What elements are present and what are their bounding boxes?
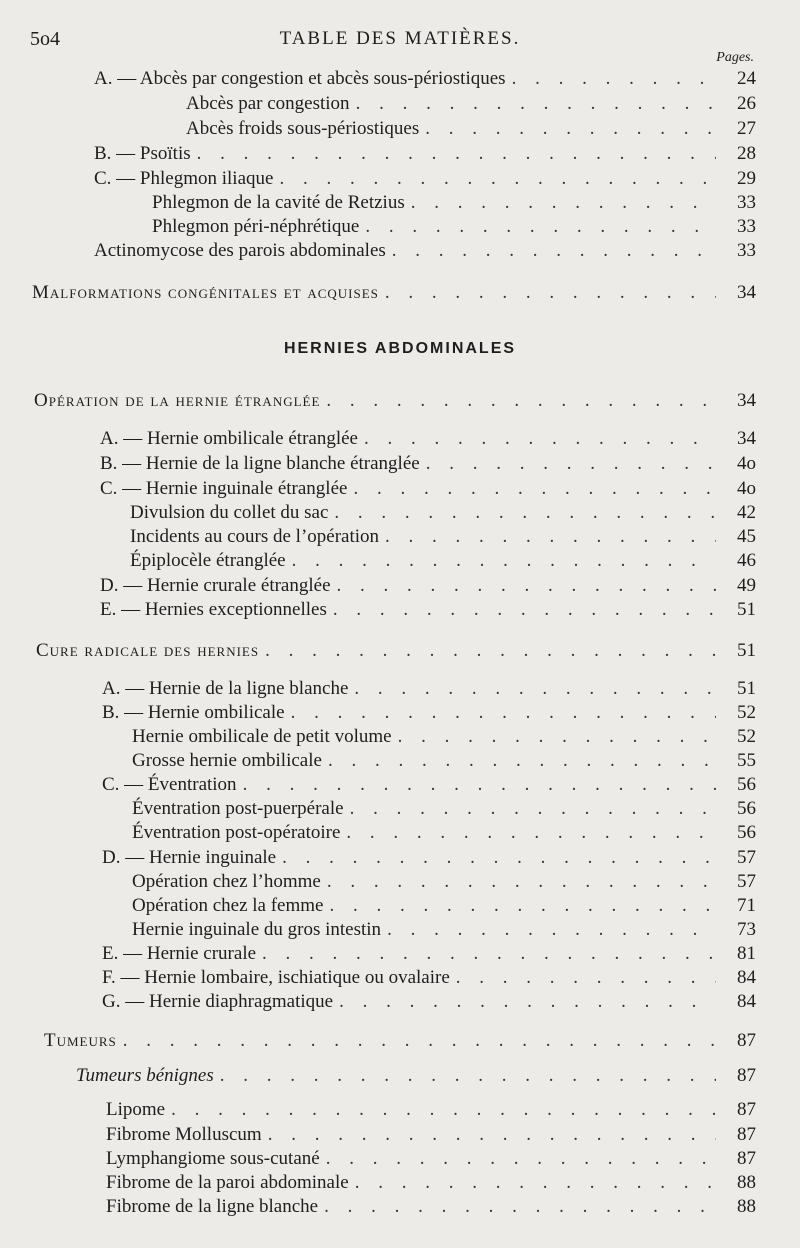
toc-entry: C. — Phlegmon iliaque . . . 29	[94, 166, 756, 192]
toc-entry: Hernie ombilicale de petit volume . . . 52	[132, 724, 756, 750]
toc-entry: D. — Hernie crurale étranglée . . . 49	[100, 573, 756, 599]
toc-entry: Lipome . . . 87	[106, 1097, 756, 1123]
toc-entry: Grosse hernie ombilicale . . . 55	[132, 748, 756, 774]
toc-entry: E. — Hernie crurale . . . 81	[102, 941, 756, 967]
toc-entry: A. — Abcès par congestion et abcès sous-périostiques . . . 24	[94, 66, 756, 92]
toc-entry: Tumeurs . . . 87	[44, 1028, 756, 1054]
toc-entry: B. — Hernie de la ligne blanche étranglée . . . 4o	[100, 451, 756, 477]
page-number: 5o4	[30, 28, 60, 50]
toc-entry: Divulsion du collet du sac . . . 42	[130, 500, 756, 526]
toc-entry: Incidents au cours de l’opération . . . 45	[130, 524, 756, 550]
toc-entry: Abcès par congestion . . . 26	[186, 91, 756, 117]
section-title: HERNIES ABDOMINALES	[283, 340, 517, 357]
toc-entry: Fibrome Molluscum . . . 87	[106, 1122, 756, 1148]
toc-entry: Fibrome de la paroi abdominale . . . 88	[106, 1170, 756, 1196]
toc-entry: Tumeurs bénignes . . . 87	[76, 1063, 756, 1089]
toc-entry: Opération de la hernie étranglée . . . 34	[34, 388, 756, 414]
toc-entry: A. — Hernie ombilicale étranglée . . . 34	[100, 426, 756, 452]
toc-entry: Opération chez l’homme . . . 57	[132, 869, 756, 895]
toc-entry: Opération chez la femme . . . 71	[132, 893, 756, 919]
toc-entry: C. — Hernie inguinale étranglée . . . 4o	[100, 476, 756, 502]
toc-entry: Phlegmon de la cavité de Retzius . . . 33	[152, 190, 756, 216]
toc-entry: Abcès froids sous-périostiques . . . 27	[186, 116, 756, 142]
toc-entry: Hernie inguinale du gros intestin . . . 73	[132, 917, 756, 943]
toc-entry: Éventration post-opératoire . . . 56	[132, 820, 756, 846]
toc-entry: Cure radicale des hernies . . . 51	[36, 638, 756, 664]
toc-entry: B. — Psoïtis . . . 28	[94, 141, 756, 167]
toc-entry: F. — Hernie lombaire, ischiatique ou ovalaire . . . 84	[102, 965, 756, 991]
toc-entry: B. — Hernie ombilicale . . . 52	[102, 700, 756, 726]
toc-entry: Éventration post-puerpérale . . . 56	[132, 796, 756, 822]
toc-entry: Malformations congénitales et acquises . . . 34	[32, 280, 756, 306]
toc-entry: E. — Hernies exceptionnelles . . . 51	[100, 597, 756, 623]
toc-entry: Actinomycose des parois abdominales . . . 33	[94, 238, 756, 264]
toc-entry: Lymphangiome sous-cutané . . . 87	[106, 1146, 756, 1172]
toc-entry: Phlegmon péri-néphrétique . . . 33	[152, 214, 756, 240]
toc-entry: Fibrome de la ligne blanche . . . 88	[106, 1194, 756, 1220]
toc-entry: D. — Hernie inguinale . . . 57	[102, 845, 756, 871]
pages-column-label: Pages.	[716, 50, 754, 65]
toc-entry: G. — Hernie diaphragmatique . . . 84	[102, 989, 756, 1015]
running-head: TABLE DES MATIÈRES.	[279, 28, 521, 49]
toc-entry: Épiplocèle étranglée . . . 46	[130, 548, 756, 574]
toc-entry: C. — Éventration . . . 56	[102, 772, 756, 798]
toc-entry: A. — Hernie de la ligne blanche . . . 51	[102, 676, 756, 702]
